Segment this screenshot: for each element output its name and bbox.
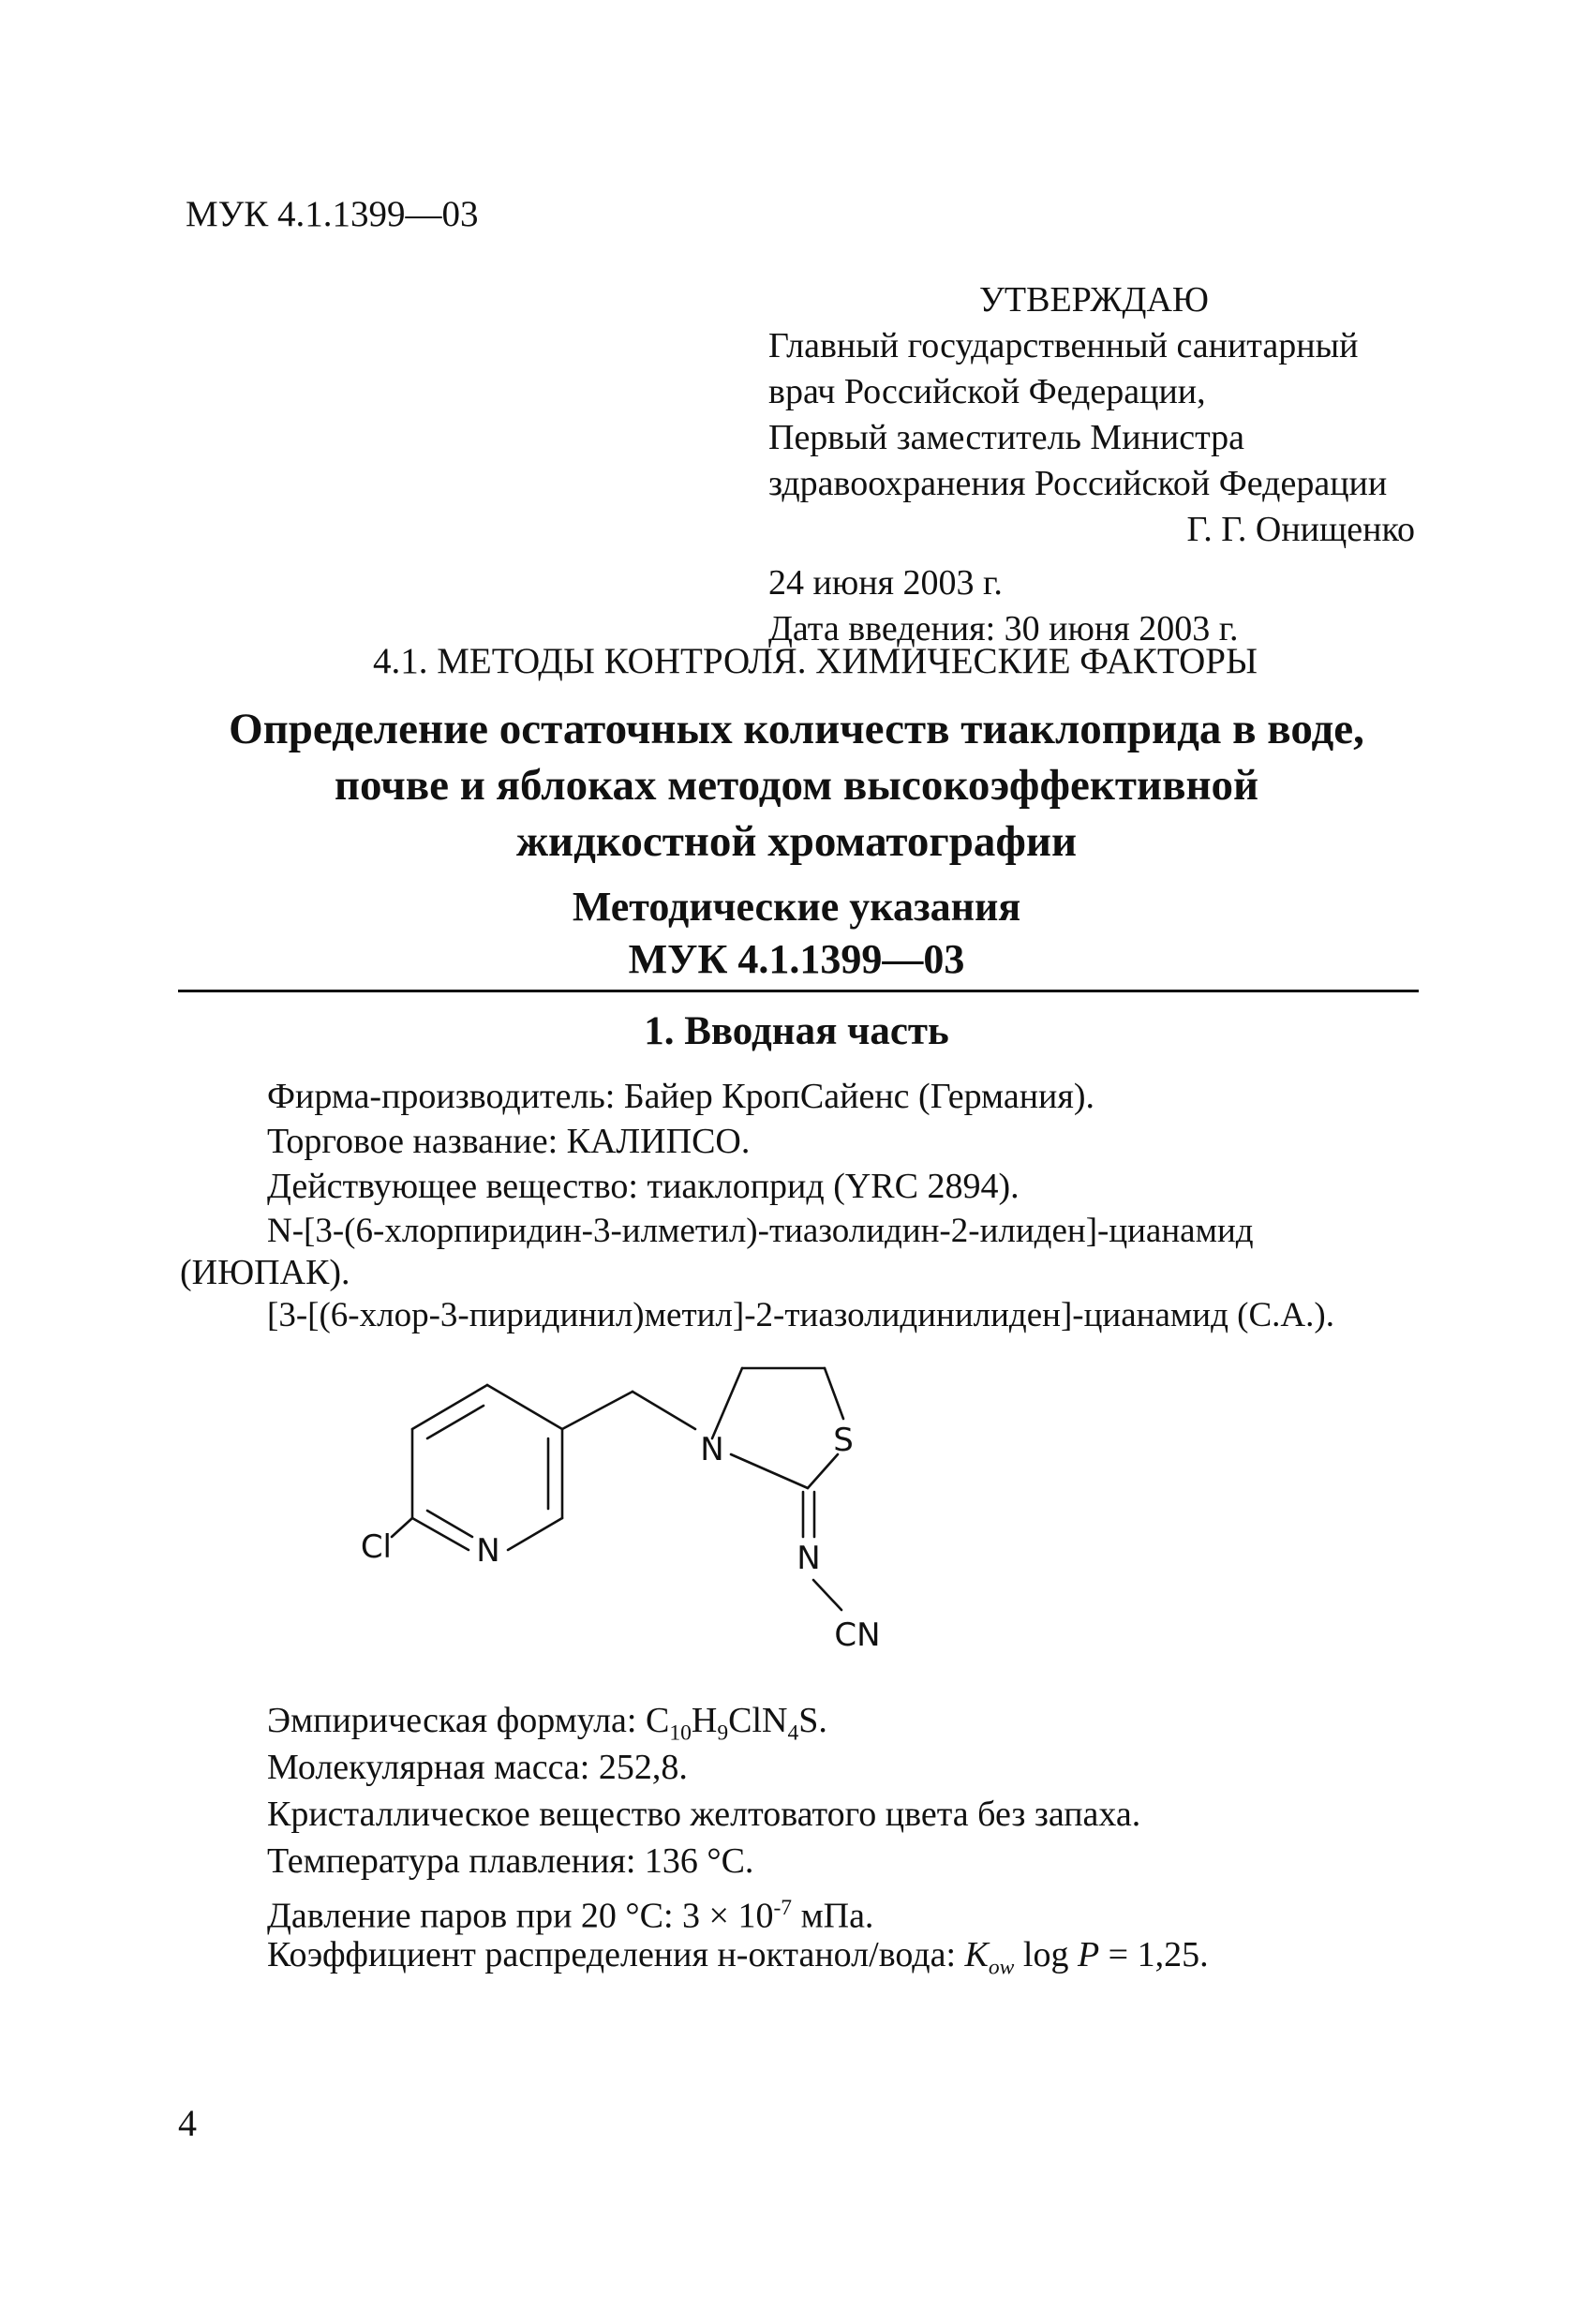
approval-line: здравоохранения Российской Федерации [768, 464, 1388, 503]
bond-line [392, 1518, 412, 1537]
horizontal-rule [178, 990, 1419, 992]
molecular-mass-line: Молекулярная масса: 252,8. [267, 1748, 688, 1787]
title-line: почве и яблоках методом высокоэффективной [334, 761, 1259, 810]
approval-title: УТВЕРЖДАЮ [979, 280, 1209, 320]
ca-name-line: [3-[(6-хлор-3-пиридинил)метил]-2-тиазолидинилиден]-цианамид (С.А.). [267, 1296, 1334, 1334]
iupac-name-suffix: (ИЮПАК). [180, 1253, 350, 1292]
atom-label-n-pyridine: N [476, 1532, 500, 1570]
approval-line: врач Российской Федерации, [768, 372, 1206, 411]
atom-label-n-imine: N [796, 1540, 821, 1577]
structural-formula [360, 1349, 956, 1659]
atom-label-s: S [833, 1422, 854, 1459]
partition-mid: log [1014, 1935, 1078, 1974]
approval-line: Главный государственный санитарный [768, 326, 1359, 365]
partition-prefix: Коэффициент распределения н-октанол/вода: [267, 1935, 965, 1974]
atom-label-cl: Cl [360, 1528, 392, 1566]
appearance-line: Кристаллическое вещество желтоватого цвета без запаха. [267, 1795, 1141, 1834]
vapor-suffix: мПа. [792, 1896, 874, 1936]
bond-line [633, 1392, 695, 1429]
page-number: 4 [178, 2102, 197, 2144]
partition-p: P [1077, 1935, 1100, 1974]
approval-date: 24 июня 2003 г. [768, 563, 1003, 603]
double-bond-line [427, 1406, 484, 1438]
approval-block [768, 277, 1424, 652]
atom-label-n-thiazolidine: N [700, 1431, 724, 1468]
vapor-prefix: Давление паров при 20 °С: 3 × 10 [267, 1896, 774, 1936]
bond-line [487, 1385, 562, 1429]
formula-cln: ClN [728, 1701, 788, 1740]
bond-line [731, 1454, 808, 1488]
bond-line [712, 1368, 742, 1438]
introduction-date: Дата введения: 30 июня 2003 г. [768, 609, 1239, 648]
partition-k: K [964, 1935, 989, 1974]
title-line: Определение остаточных количеств тиаклоприда в воде, [229, 705, 1364, 753]
partition-coefficient-line [267, 1932, 1209, 1990]
title-line: жидкостной хроматографии [515, 817, 1078, 866]
double-bond-line [427, 1511, 472, 1537]
vapor-pressure-line [267, 1885, 873, 1939]
bond-line [825, 1368, 843, 1419]
subtitle-line: МУК 4.1.1399—03 [628, 936, 965, 982]
active-substance-line: Действующее вещество: тиаклоприд (YRC 2894). [267, 1167, 1020, 1206]
bond-line [808, 1454, 838, 1488]
bond-line [813, 1580, 841, 1610]
bond-line [412, 1385, 487, 1429]
iupac-name-line: N-[3-(6-хлорпиридин-3-илметил)-тиазолидин-2-илиден]-цианамид [267, 1212, 1254, 1250]
formula-s: S. [798, 1701, 827, 1740]
formula-n-count: 4 [787, 1721, 799, 1746]
trade-name-line: Торговое название: КАЛИПСО. [267, 1122, 751, 1161]
formula-h-count: 9 [717, 1721, 729, 1746]
formula-h: H [691, 1701, 718, 1740]
manufacturer-line: Фирма-производитель: Байер КропСайенс (Германия). [267, 1077, 1095, 1116]
bond-line [562, 1392, 633, 1429]
bond-line [508, 1518, 562, 1550]
document-code: МУК 4.1.1399—03 [186, 194, 479, 234]
document-subtitle [141, 881, 1452, 986]
bond-line [412, 1518, 469, 1550]
formula-label: Эмпирическая формула: [267, 1701, 646, 1740]
intro-heading: 1. Вводная часть [644, 1009, 949, 1053]
partition-suffix: = 1,25. [1099, 1935, 1209, 1974]
approval-line: Первый заместитель Министра [768, 418, 1245, 457]
atom-label-cn: CN [834, 1616, 881, 1654]
formula-c: C [645, 1701, 670, 1740]
formula-c-count: 10 [669, 1721, 692, 1746]
document-title [141, 701, 1452, 870]
partition-k-sub: ow [988, 1955, 1015, 1980]
section-heading: 4.1. МЕТОДЫ КОНТРОЛЯ. ХИМИЧЕСКИЕ ФАКТОРЫ [373, 641, 1258, 681]
melting-point-line: Температура плавления: 136 °C. [267, 1841, 754, 1881]
vapor-exponent: -7 [773, 1896, 793, 1920]
subtitle-line: Методические указания [572, 884, 1021, 930]
approval-signer: Г. Г. Онищенко [1186, 510, 1415, 549]
